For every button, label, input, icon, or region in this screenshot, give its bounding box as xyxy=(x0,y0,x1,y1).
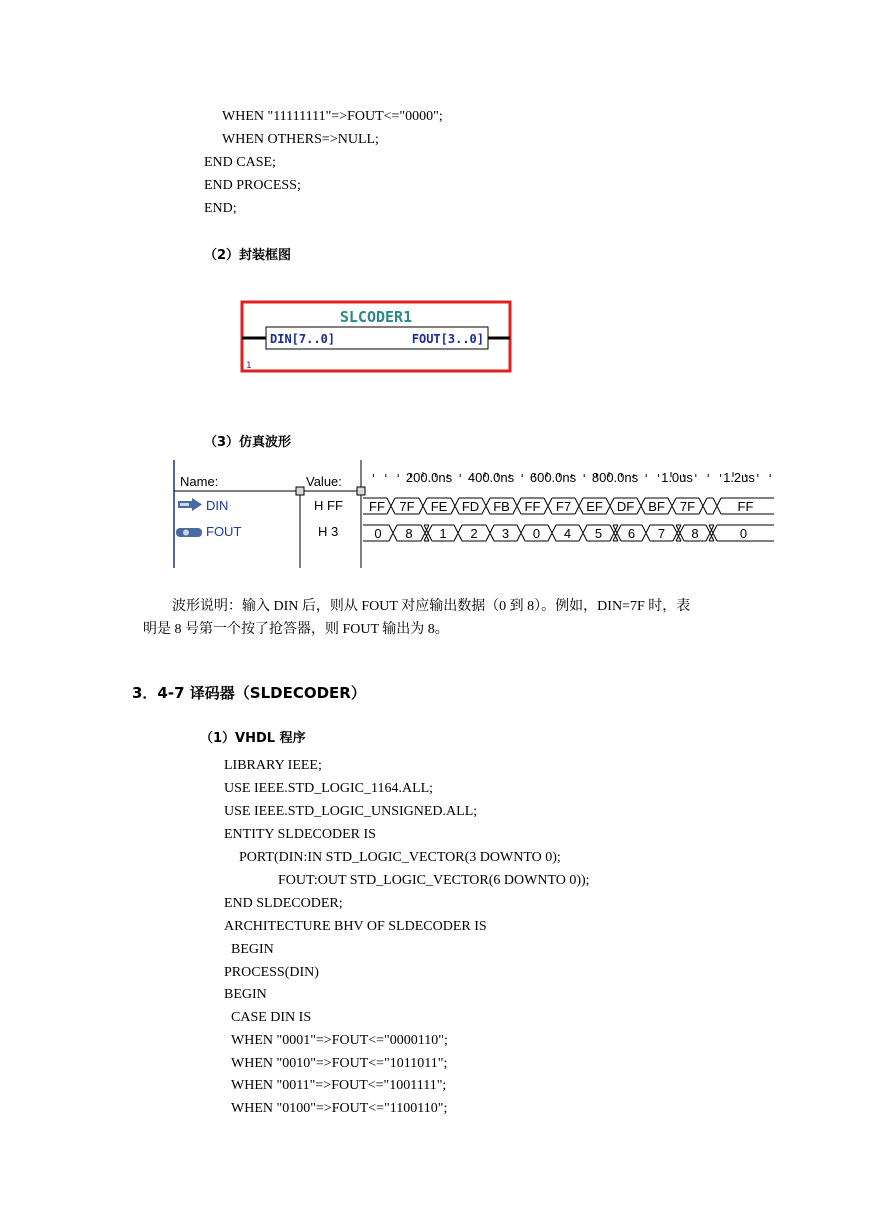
bus-value-label: 8 xyxy=(691,526,699,541)
heading-simulation: （3）仿真波形 xyxy=(204,435,292,450)
bus-value-label: 8 xyxy=(405,526,413,541)
bus-value-label: FE xyxy=(430,499,448,514)
code-line: CASE DIN IS xyxy=(231,1010,312,1025)
heading-symbol: （2）封装框图 xyxy=(204,248,292,263)
code-line: WHEN "0001"=>FOUT<="0000110"; xyxy=(231,1033,448,1048)
bus-value-label: 0 xyxy=(532,526,541,541)
bus-value-label: 1 xyxy=(439,526,447,541)
bus-value-label: 7F xyxy=(679,499,696,514)
signal-name: FOUT xyxy=(206,524,242,539)
corner-mark: 1 xyxy=(246,361,252,371)
signal-row-din[interactable] xyxy=(178,498,343,513)
bus-value-label: F7 xyxy=(555,499,572,514)
time-axis xyxy=(361,470,770,485)
section-title: 3．4-7 译码器（SLDECODER） xyxy=(132,684,366,702)
time-tick-label: 1.2us xyxy=(723,470,755,485)
input-pin-icon xyxy=(178,498,202,511)
code-line: USE IEEE.STD_LOGIC_1164.ALL; xyxy=(224,781,434,796)
code-line: LIBRARY IEEE; xyxy=(224,758,322,773)
name-header: Name: xyxy=(180,474,219,489)
code-line: ARCHITECTURE BHV OF SLDECODER IS xyxy=(224,919,487,934)
bus-value-label: FD xyxy=(461,499,480,514)
signal-name: DIN xyxy=(206,498,229,513)
signal-row-fout[interactable] xyxy=(176,524,338,539)
bus-value-label: 7F xyxy=(399,499,415,514)
output-pin-icon xyxy=(176,528,202,537)
time-tick-label: 1.0us xyxy=(661,470,693,485)
symbol-title: SLCODER1 xyxy=(339,308,413,326)
time-tick-label: 600.0ns xyxy=(529,470,577,485)
wave-note-line2: 明是 8 号第一个按了抢答器，则 FOUT 输出为 8。 xyxy=(143,622,449,637)
code-line: ENTITY SLDECODER IS xyxy=(224,827,376,842)
bus-value-label: 0 xyxy=(374,526,382,541)
code-line: END; xyxy=(204,201,237,216)
bus-value-label: 5 xyxy=(594,526,603,541)
signal-value: H FF xyxy=(314,498,343,513)
code-line: BEGIN xyxy=(231,942,274,957)
bus-value-label: EF xyxy=(586,499,603,514)
code-line: PROCESS(DIN) xyxy=(224,965,319,980)
value-header: Value: xyxy=(306,474,342,489)
code-line: END PROCESS; xyxy=(204,178,301,193)
code-line: WHEN "0010"=>FOUT<="1011011"; xyxy=(231,1056,448,1071)
bus-value-label: BF xyxy=(648,499,665,514)
bus-waveform-fout xyxy=(363,525,774,541)
code-line: END SLDECODER; xyxy=(224,896,343,911)
time-tick-label: 200.0ns xyxy=(405,470,453,485)
bus-value-label: FF xyxy=(369,499,385,514)
signal-value: H 3 xyxy=(318,524,339,539)
bus-value-label: 2 xyxy=(470,526,478,541)
code-line: END CASE; xyxy=(204,155,276,170)
code-line: WHEN "0011"=>FOUT<="1001111"; xyxy=(231,1078,447,1093)
bus-value-label: FB xyxy=(493,499,510,514)
bus-value-label: 3 xyxy=(501,526,510,541)
code-line: WHEN "11111111"=>FOUT<="0000"; xyxy=(222,109,443,124)
column-splitter-handle[interactable] xyxy=(357,487,365,495)
bus-waveform-din xyxy=(363,498,774,514)
time-tick-label: 400.0ns xyxy=(467,470,515,485)
port-in-label: DIN[7..0] xyxy=(270,332,336,346)
code-line: BEGIN xyxy=(224,987,267,1002)
code-line: WHEN OTHERS=>NULL; xyxy=(222,132,379,147)
port-out-label: FOUT[3..0] xyxy=(411,332,484,346)
time-tick-label: 800.0ns xyxy=(591,470,639,485)
symbol-block-diagram xyxy=(240,300,512,373)
code-line: PORT(DIN:IN STD_LOGIC_VECTOR(3 DOWNTO 0); xyxy=(239,850,561,865)
bus-value-label: 0 xyxy=(739,526,748,541)
column-splitter-handle[interactable] xyxy=(296,487,304,495)
code-line: WHEN "0100"=>FOUT<="1100110"; xyxy=(231,1101,448,1116)
code-line: FOUT:OUT STD_LOGIC_VECTOR(6 DOWNTO 0)); xyxy=(278,873,590,888)
simulation-waveform xyxy=(172,460,774,568)
wave-note-line1: 波形说明：输入 DIN 后，则从 FOUT 对应输出数据（0 到 8）。例如，DIN=7F 时，表 xyxy=(172,599,691,614)
bus-value-label: 6 xyxy=(627,526,636,541)
bus-value-label: FF xyxy=(737,499,754,514)
bus-value-label: FF xyxy=(524,499,541,514)
code-line: USE IEEE.STD_LOGIC_UNSIGNED.ALL; xyxy=(224,804,478,819)
bus-value-label: DF xyxy=(616,499,635,514)
bus-value-label: 4 xyxy=(563,526,572,541)
bus-value-label: 7 xyxy=(657,526,666,541)
sub-heading-vhdl: （1）VHDL 程序 xyxy=(200,731,306,746)
